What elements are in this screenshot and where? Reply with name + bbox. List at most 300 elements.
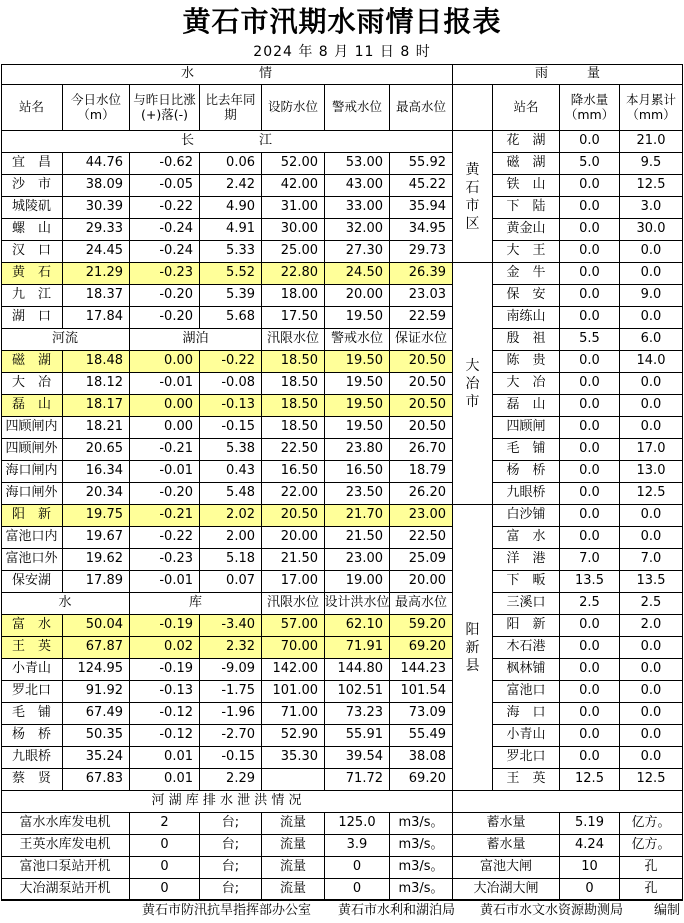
value-level: 16.34 [63,461,130,483]
value-max: 23.00 [390,505,453,527]
value-warn: 43.00 [325,175,390,197]
rain-value: 2.5 [560,593,620,615]
value-max: 73.09 [390,703,453,725]
value-yoy: 0.06 [200,153,262,175]
value-warn: 102.51 [325,681,390,703]
station-name: 富池口外 [1,549,63,571]
value-warn: 19.50 [325,373,390,395]
value-change: 0.01 [130,747,200,769]
drainage-unit: 台; [200,879,262,901]
value-max: 35.94 [390,197,453,219]
rain-group-label-char: 新 [465,639,480,656]
value-change: -0.20 [130,285,200,307]
drainage-unit: 台; [200,813,262,835]
station-name: 小青山 [1,659,63,681]
value-max: 20.50 [390,395,453,417]
value-yoy: -1.96 [200,703,262,725]
reservoir-header-highest: 最高水位 [390,593,453,615]
report-date: 2024 年 8 月 11 日 8 时 [253,44,431,60]
value-fortify: 52.00 [262,153,325,175]
rain-station-name: 花 湖 [493,131,560,153]
column-header-rain-station: 站名 [493,85,560,131]
value-yoy: 4.91 [200,219,262,241]
value-level: 19.75 [63,505,130,527]
value-max: 20.00 [390,571,453,593]
value-warn: 73.23 [325,703,390,725]
drainage-flow-label: 流量 [262,835,325,857]
value-fortify: 17.50 [262,307,325,329]
station-name: 保安湖 [1,571,63,593]
rain-month-total: 0.0 [620,725,683,747]
reservoir-header-flood-limit: 汛限水位 [262,593,325,615]
value-warn: 39.54 [325,747,390,769]
value-warn: 33.00 [325,197,390,219]
station-name: 磊 山 [1,395,63,417]
value-level: 17.84 [63,307,130,329]
value-max: 69.20 [390,637,453,659]
reservoir-subheader-left: 水 [1,593,130,615]
rain-station-name: 海 口 [493,703,560,725]
value-warn: 24.50 [325,263,390,285]
value-warn: 19.50 [325,395,390,417]
value-fortify: 16.50 [262,461,325,483]
value-level: 91.92 [63,681,130,703]
station-name: 汉 口 [1,241,63,263]
rain-station-name: 小青山 [493,725,560,747]
value-change: -0.23 [130,263,200,285]
value-max: 55.49 [390,725,453,747]
value-change: 0.00 [130,351,200,373]
value-max: 34.95 [390,219,453,241]
value-warn: 55.91 [325,725,390,747]
station-name: 九 江 [1,285,63,307]
rain-value: 5.5 [560,329,620,351]
column-header-highest: 最高水位 [390,85,453,131]
station-name: 城陵矶 [1,197,63,219]
report-title: 黄石市汛期水雨情日报表 [182,5,502,38]
value-yoy: 5.18 [200,549,262,571]
value-yoy: -2.70 [200,725,262,747]
drainage-count: 0 [130,879,200,901]
station-name: 磁 湖 [1,351,63,373]
drainage-s-unit: 孔 [620,879,683,901]
value-yoy: -0.08 [200,373,262,395]
footer [0,901,684,921]
value-max: 101.54 [390,681,453,703]
drainage-flow: 0 [325,857,390,879]
value-max: 22.59 [390,307,453,329]
rain-month-total: 12.5 [620,769,683,791]
value-max: 55.92 [390,153,453,175]
value-fortify: 42.00 [262,175,325,197]
rain-value: 0.0 [560,175,620,197]
rain-month-total: 0.0 [620,505,683,527]
lake-header-guarantee: 保证水位 [390,329,453,351]
value-change: -0.62 [130,153,200,175]
value-warn: 53.00 [325,153,390,175]
value-yoy: -0.13 [200,395,262,417]
value-level: 21.29 [63,263,130,285]
rain-month-total: 0.0 [620,263,683,285]
rain-group-label [453,131,493,263]
rain-month-total: 0.0 [620,373,683,395]
rain-group-label-char: 市 [465,393,480,410]
value-warn: 71.91 [325,637,390,659]
value-level: 20.65 [63,439,130,461]
rain-month-total: 9.5 [620,153,683,175]
rain-station-name: 杨 桥 [493,461,560,483]
rain-section-header: 雨 量 [453,64,683,85]
rain-value: 0.0 [560,285,620,307]
value-fortify: 18.00 [262,285,325,307]
rain-month-total: 0.0 [620,527,683,549]
value-max: 29.73 [390,241,453,263]
value-fortify: 35.30 [262,747,325,769]
value-warn: 16.50 [325,461,390,483]
value-yoy: 2.00 [200,527,262,549]
value-yoy: -9.09 [200,659,262,681]
rain-month-total: 30.0 [620,219,683,241]
station-name: 富 水 [1,615,63,637]
value-yoy: 0.43 [200,461,262,483]
station-name: 沙 市 [1,175,63,197]
value-change: -0.24 [130,219,200,241]
station-name: 罗北口 [1,681,63,703]
value-max: 18.79 [390,461,453,483]
rain-value: 0.0 [560,197,620,219]
rain-month-total: 13.5 [620,571,683,593]
drainage-unit: 台; [200,835,262,857]
rain-station-name: 磊 山 [493,395,560,417]
value-change: -0.20 [130,307,200,329]
value-fortify: 30.00 [262,219,325,241]
value-warn: 32.00 [325,219,390,241]
drainage-flow-unit: m3/s。 [390,857,453,879]
value-level: 50.35 [63,725,130,747]
value-fortify: 101.00 [262,681,325,703]
value-warn: 19.50 [325,307,390,329]
rain-month-total: 0.0 [620,659,683,681]
column-header-change: 与昨日比涨(+)落(-) [130,85,200,131]
value-max: 20.50 [390,373,453,395]
rain-month-total: 17.0 [620,439,683,461]
value-yoy: -1.75 [200,681,262,703]
drainage-flow-label: 流量 [262,879,325,901]
station-name: 四顾闸外 [1,439,63,461]
value-yoy: -3.40 [200,615,262,637]
value-change: -0.12 [130,725,200,747]
value-warn: 23.00 [325,549,390,571]
rain-value: 0.0 [560,307,620,329]
rain-station-name: 九眼桥 [493,483,560,505]
value-fortify: 17.00 [262,571,325,593]
rain-station-name: 大 王 [493,241,560,263]
value-yoy: -0.15 [200,417,262,439]
value-fortify: 21.50 [262,549,325,571]
value-change: 0.02 [130,637,200,659]
drainage-flow-label: 流量 [262,813,325,835]
value-change: -0.21 [130,439,200,461]
rain-month-total: 2.0 [620,615,683,637]
rain-value: 5.0 [560,153,620,175]
rain-group-label-char: 县 [465,657,480,674]
value-max: 26.70 [390,439,453,461]
rain-station-name: 枫林铺 [493,659,560,681]
station-name: 宜 昌 [1,153,63,175]
column-header-station: 站名 [1,85,63,131]
rain-value: 0.0 [560,395,620,417]
value-fortify: 20.50 [262,505,325,527]
station-name: 黄 石 [1,263,63,285]
rain-group-label-char: 冶 [465,375,480,392]
value-max: 22.50 [390,527,453,549]
rain-station-name: 磁 湖 [493,153,560,175]
column-header-month-total: 本月累计（mm） [620,85,683,131]
drainage-s-val: 4.24 [560,835,620,857]
rain-value: 0.0 [560,483,620,505]
drainage-s-val: 0 [560,879,620,901]
value-fortify: 20.00 [262,527,325,549]
value-level: 29.33 [63,219,130,241]
footer-org-hydrology-bureau: 黄石市水文水资源勘测局 [480,903,624,918]
drainage-name: 王英水库发电机 [1,835,130,857]
yangtze-subheader: 长 江 [1,131,453,153]
drainage-right-spacer [453,791,683,813]
rain-group-label [453,505,493,791]
drainage-count: 0 [130,857,200,879]
rain-station-name: 下 陆 [493,197,560,219]
value-warn: 62.10 [325,615,390,637]
column-header-warning: 警戒水位 [325,85,390,131]
value-yoy: 5.68 [200,307,262,329]
rain-month-total: 0.0 [620,637,683,659]
value-max: 69.20 [390,769,453,791]
value-max: 26.39 [390,263,453,285]
rain-value: 0.0 [560,725,620,747]
rain-month-total: 0.0 [620,241,683,263]
rain-value: 0.0 [560,263,620,285]
value-change: -0.20 [130,483,200,505]
value-yoy: -0.15 [200,747,262,769]
value-change: -0.01 [130,571,200,593]
value-fortify: 52.90 [262,725,325,747]
station-name: 王 英 [1,637,63,659]
value-warn: 21.50 [325,527,390,549]
rain-value: 0.0 [560,131,620,153]
value-fortify: 22.80 [262,263,325,285]
rain-station-name: 富池口 [493,681,560,703]
rain-value: 0.0 [560,241,620,263]
rain-month-total: 14.0 [620,351,683,373]
rain-month-total: 12.5 [620,175,683,197]
value-level: 19.67 [63,527,130,549]
value-max: 20.50 [390,351,453,373]
rain-station-name: 洋 港 [493,549,560,571]
value-max: 59.20 [390,615,453,637]
value-change: -0.01 [130,373,200,395]
rain-station-name: 毛 铺 [493,439,560,461]
value-max: 144.23 [390,659,453,681]
value-fortify: 142.00 [262,659,325,681]
rain-group-label-char: 区 [465,215,480,232]
rain-group-label-char: 石 [465,179,480,196]
rain-month-total: 0.0 [620,307,683,329]
water-section-header: 水 情 [1,64,453,85]
rain-month-total: 9.0 [620,285,683,307]
drainage-flow-label: 流量 [262,857,325,879]
rain-station-name: 殷 祖 [493,329,560,351]
value-max: 38.08 [390,747,453,769]
value-yoy: 5.52 [200,263,262,285]
value-warn: 23.50 [325,483,390,505]
value-fortify: 25.00 [262,241,325,263]
column-header-fortify: 设防水位 [262,85,325,131]
drainage-name: 富水水库发电机 [1,813,130,835]
value-warn: 20.00 [325,285,390,307]
value-level: 18.21 [63,417,130,439]
rain-value: 0.0 [560,747,620,769]
rain-group-label-char: 市 [465,197,480,214]
station-name: 湖 口 [1,307,63,329]
value-fortify: 18.50 [262,417,325,439]
rain-header-spacer [453,85,493,131]
lake-header-flood-limit: 汛限水位 [262,329,325,351]
rain-value: 0.0 [560,637,620,659]
station-name: 蔡 贤 [1,769,63,791]
rain-station-name: 罗北口 [493,747,560,769]
value-warn: 23.80 [325,439,390,461]
value-level: 30.39 [63,197,130,219]
value-change: -0.13 [130,681,200,703]
rain-group-label-char: 阳 [465,621,480,638]
value-level: 17.89 [63,571,130,593]
drainage-flow-unit: m3/s。 [390,835,453,857]
lake-header-warning: 警戒水位 [325,329,390,351]
value-change: -0.19 [130,659,200,681]
rain-value: 0.0 [560,351,620,373]
drainage-flow: 0 [325,879,390,901]
rain-station-name: 白沙铺 [493,505,560,527]
value-yoy: 2.02 [200,505,262,527]
value-level: 18.37 [63,285,130,307]
rain-value: 0.0 [560,681,620,703]
drainage-flow: 125.0 [325,813,390,835]
rain-value: 0.0 [560,505,620,527]
value-change: 0.00 [130,417,200,439]
rain-station-name: 金 牛 [493,263,560,285]
value-warn: 19.50 [325,417,390,439]
value-change: -0.23 [130,549,200,571]
rain-station-name: 保 安 [493,285,560,307]
rain-month-total: 2.5 [620,593,683,615]
value-change: -0.12 [130,703,200,725]
rain-station-name: 南练山 [493,307,560,329]
value-warn: 21.70 [325,505,390,527]
value-fortify: 18.50 [262,373,325,395]
value-yoy: 5.33 [200,241,262,263]
drainage-section-header: 河 湖 库 排 水 泄 洪 情 况 [1,791,453,813]
value-fortify: 22.50 [262,439,325,461]
rain-station-name: 大 冶 [493,373,560,395]
rain-value: 0.0 [560,417,620,439]
drainage-s-label: 富池大闸 [453,857,560,879]
value-fortify: 70.00 [262,637,325,659]
value-level: 24.45 [63,241,130,263]
lake-subheader: 湖泊 [130,329,262,351]
value-fortify [262,769,325,791]
value-fortify: 31.00 [262,197,325,219]
drainage-name: 富池口泵站开机 [1,857,130,879]
rain-group-label-char: 大 [465,357,480,374]
value-yoy: 5.48 [200,483,262,505]
value-level: 124.95 [63,659,130,681]
value-level: 18.17 [63,395,130,417]
value-level: 67.83 [63,769,130,791]
rain-station-name: 三溪口 [493,593,560,615]
rain-month-total: 12.5 [620,483,683,505]
value-level: 38.09 [63,175,130,197]
value-yoy: 2.32 [200,637,262,659]
value-level: 50.04 [63,615,130,637]
value-level: 67.49 [63,703,130,725]
value-change: -0.01 [130,461,200,483]
drainage-flow-unit: m3/s。 [390,813,453,835]
rain-value: 0.0 [560,659,620,681]
drainage-count: 0 [130,835,200,857]
drainage-count: 2 [130,813,200,835]
value-yoy: 5.38 [200,439,262,461]
rain-station-name: 下 畈 [493,571,560,593]
value-change: -0.22 [130,527,200,549]
rain-value: 12.5 [560,769,620,791]
station-name: 富池口内 [1,527,63,549]
value-change: -0.22 [130,197,200,219]
value-warn: 19.50 [325,351,390,373]
rain-value: 0.0 [560,439,620,461]
column-header-vs-last-year: 比去年同 期 [200,85,262,131]
footer-compiled: 编制 [654,903,681,918]
value-warn: 71.72 [325,769,390,791]
value-level: 20.34 [63,483,130,505]
reservoir-header-design-flood: 设计洪水位 [325,593,390,615]
station-name: 杨 桥 [1,725,63,747]
rain-month-total: 6.0 [620,329,683,351]
station-name: 阳 新 [1,505,63,527]
rain-station-name: 铁 山 [493,175,560,197]
value-max: 45.22 [390,175,453,197]
value-yoy: 0.07 [200,571,262,593]
rain-month-total: 13.0 [620,461,683,483]
rain-station-name: 王 英 [493,769,560,791]
value-change: 0.00 [130,395,200,417]
station-name: 毛 铺 [1,703,63,725]
value-max: 26.20 [390,483,453,505]
drainage-flow: 3.9 [325,835,390,857]
value-fortify: 57.00 [262,615,325,637]
value-level: 18.12 [63,373,130,395]
value-fortify: 18.50 [262,395,325,417]
value-yoy: 4.90 [200,197,262,219]
drainage-s-label: 大冶湖大闸 [453,879,560,901]
reservoir-subheader-right: 库 [130,593,262,615]
rain-value: 0.0 [560,703,620,725]
station-name: 四顾闸内 [1,417,63,439]
station-name: 海口闸外 [1,483,63,505]
value-yoy: -0.22 [200,351,262,373]
rain-month-total: 0.0 [620,417,683,439]
value-fortify: 18.50 [262,351,325,373]
rain-value: 13.5 [560,571,620,593]
